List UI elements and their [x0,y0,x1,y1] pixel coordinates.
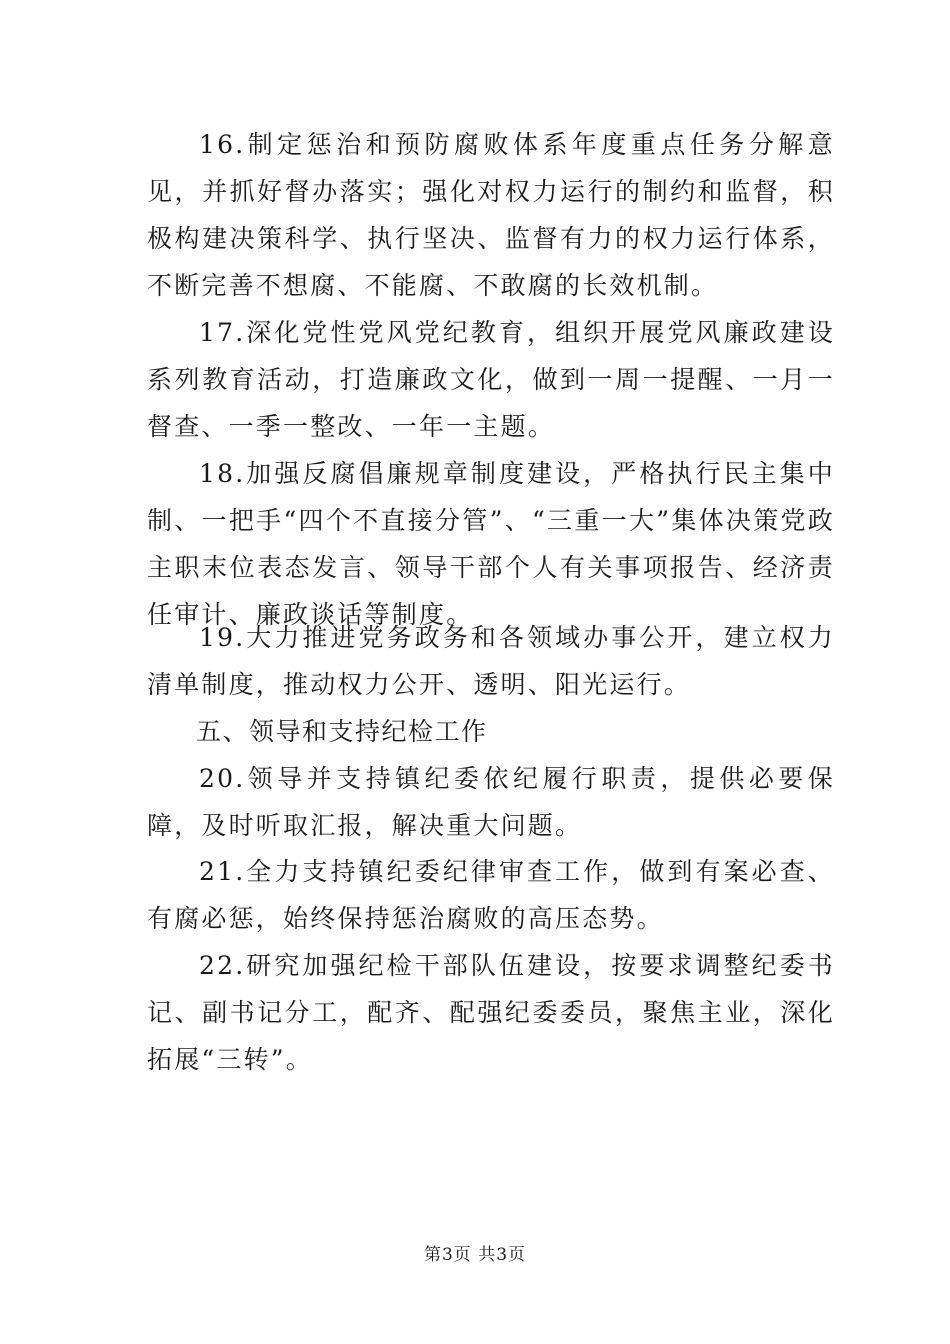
page-footer: 第3页 共3页 [423,1245,527,1265]
paragraph-16: 16.制定惩治和预防腐败体系年度重点任务分解意见，并抓好督办落实；强化对权力运行的制约和监督，积极构建决策科学、执行坚决、监督有力的权力运行体系，不断完善不想腐、不能腐、不敢腐的长效机制。 [147,130,835,300]
paragraph-19: 19.大力推进党务政务和各领域办事公开，建立权力清单制度，推动权力公开、透明、阳光运行。 [147,623,835,699]
paragraph-20: 20.领导并支持镇纪委依纪履行职责，提供必要保障，及时听取汇报，解决重大问题。 [147,764,835,840]
paragraph-21: 21.全力支持镇纪委纪律审查工作，做到有案必查、有腐必惩，始终保持惩治腐败的高压态势。 [147,857,835,933]
paragraph-17: 17.深化党性党风党纪教育，组织开展党风廉政建设系列教育活动，打造廉政文化，做到一周一提醒、一月一督查、一季一整改、一年一主题。 [147,318,835,441]
paragraph-18: 18.加强反腐倡廉规章制度建设，严格执行民主集中制、一把手“四个不直接分管”、“三重一大”集体决策党政主职末位表态发言、领导干部个人有关事项报告、经济责任审计、廉政谈话等制度。 [147,459,835,629]
section-heading: 五、领导和支持纪检工作 [196,717,488,746]
paragraph-22: 22.研究加强纪检干部队伍建设，按要求调整纪委书记、副书记分工，配齐、配强纪委委员，聚焦主业，深化拓展“三转”。 [147,951,835,1074]
